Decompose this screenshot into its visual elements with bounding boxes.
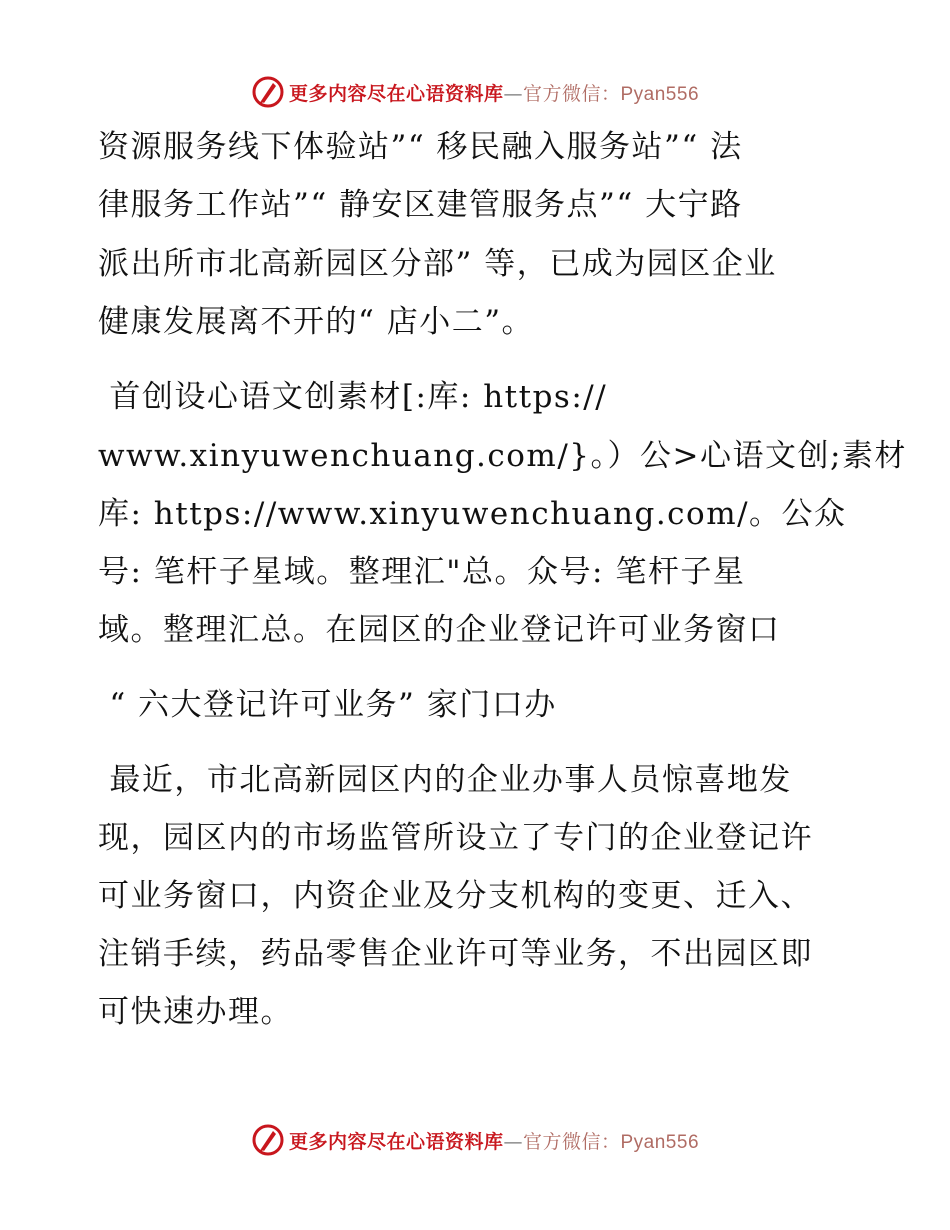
paragraph-2-line-1: 首创设心语文创素材[:库: https:// — [98, 379, 608, 415]
paragraph-3-line-5: 可快速办理。 — [98, 994, 293, 1030]
paragraph-1-line-4: 健康发展离不开的“ 店小二”。 — [98, 304, 535, 340]
banner-main: 更多内容尽在心语资料库 — [288, 1130, 504, 1153]
quill-logo-icon — [251, 1123, 285, 1157]
paragraph-3-line-4: 注销手续，药品零售企业许可等业务，不出园区即 — [98, 936, 813, 972]
banner-official: 官方微信： — [522, 82, 621, 105]
paragraph-1-line-1: 资源服务线下体验站”“ 移民融入服务站”“ 法 — [98, 129, 743, 165]
banner-text — [289, 79, 699, 106]
banner-main: 更多内容尽在心语资料库 — [288, 82, 504, 105]
header-banner — [0, 72, 950, 112]
paragraph-2-line-5: 域。整理汇总。在园区的企业登记许可业务窗口 — [98, 612, 781, 648]
paragraph-3-line-1: 最近，市北高新园区内的企业办事人员惊喜地发 — [98, 762, 792, 798]
banner-wechat-id: Pyan556 — [620, 83, 700, 105]
paragraph-2-line-3: 库: https://www.xinyuwenchuang.com/。公众 — [98, 496, 847, 532]
banner-text — [289, 1127, 699, 1154]
paragraph-1-line-3: 派出所市北高新园区分部” 等，已成为园区企业 — [98, 246, 777, 282]
section-heading: “ 六大登记许可业务” 家门口办 — [98, 687, 557, 723]
banner-wechat-id: Pyan556 — [620, 1131, 700, 1153]
paragraph-3-line-3: 可业务窗口，内资企业及分支机构的变更、迁入、 — [98, 878, 813, 914]
paragraph-2-line-4: 号: 笔杆子星域。整理汇"总。众号: 笔杆子星 — [98, 554, 746, 590]
banner-dash: — — [503, 1130, 523, 1153]
paragraph-2-line-2: www.xinyuwenchuang.com/}。）公>心语文创;素材 — [98, 438, 907, 474]
footer-banner — [0, 1120, 950, 1160]
banner-official: 官方微信： — [522, 1130, 621, 1153]
quill-logo-icon — [251, 75, 285, 109]
paragraph-3-line-2: 现，园区内的市场监管所设立了专门的企业登记许 — [98, 820, 813, 856]
banner-dash: — — [503, 82, 523, 105]
paragraph-1-line-2: 律服务工作站”“ 静安区建管服务点”“ 大宁路 — [98, 187, 743, 223]
